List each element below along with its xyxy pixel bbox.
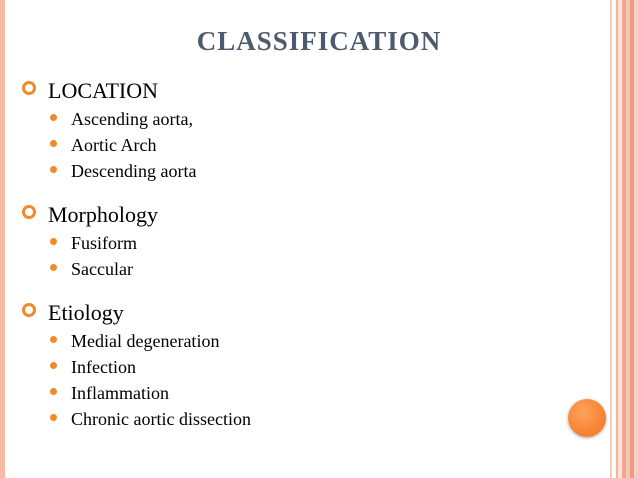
section-etiology <box>22 298 582 432</box>
dot-bullet-icon <box>50 336 57 343</box>
list-item <box>50 328 582 354</box>
dot-bullet-icon <box>50 166 57 173</box>
list-item-text: Aortic Arch <box>71 134 157 155</box>
list-item-text: Descending aorta <box>71 160 197 181</box>
dot-bullet-icon <box>50 388 57 395</box>
list-item-text: Ascending aorta, <box>71 108 193 129</box>
bullet-list <box>22 328 582 432</box>
section-location <box>22 76 582 184</box>
section-heading <box>22 200 582 230</box>
dot-bullet-icon <box>50 140 57 147</box>
left-border-decoration <box>0 0 5 478</box>
list-item-text: Inflammation <box>71 382 169 403</box>
list-item <box>50 256 582 282</box>
list-item <box>50 106 582 132</box>
dot-bullet-icon <box>50 414 57 421</box>
list-item <box>50 354 582 380</box>
slide-content <box>22 76 582 448</box>
section-heading-text: LOCATION <box>48 78 158 103</box>
orange-circle-decoration <box>568 399 606 437</box>
list-item-text: Fusiform <box>71 232 138 253</box>
slide-title: CLASSIFICATION <box>196 26 442 56</box>
section-heading <box>22 298 582 328</box>
list-item <box>50 406 582 432</box>
dot-bullet-icon <box>50 264 57 271</box>
list-item <box>50 380 582 406</box>
bullet-list <box>22 230 582 282</box>
list-item-text: Medial degeneration <box>71 330 220 351</box>
section-heading <box>22 76 582 106</box>
list-item <box>50 230 582 256</box>
list-item <box>50 132 582 158</box>
list-item-text: Chronic aortic dissection <box>71 408 251 429</box>
list-item-text: Saccular <box>71 258 133 279</box>
dot-bullet-icon <box>50 238 57 245</box>
list-item-text: Infection <box>71 356 136 377</box>
ring-bullet-icon <box>22 81 36 95</box>
section-heading-text: Etiology <box>48 300 124 325</box>
right-border-decoration <box>608 0 638 478</box>
dot-bullet-icon <box>50 114 57 121</box>
list-item <box>50 158 582 184</box>
ring-bullet-icon <box>22 205 36 219</box>
bullet-list <box>22 106 582 184</box>
ring-bullet-icon <box>22 303 36 317</box>
section-morphology <box>22 200 582 282</box>
dot-bullet-icon <box>50 362 57 369</box>
section-heading-text: Morphology <box>48 202 158 227</box>
